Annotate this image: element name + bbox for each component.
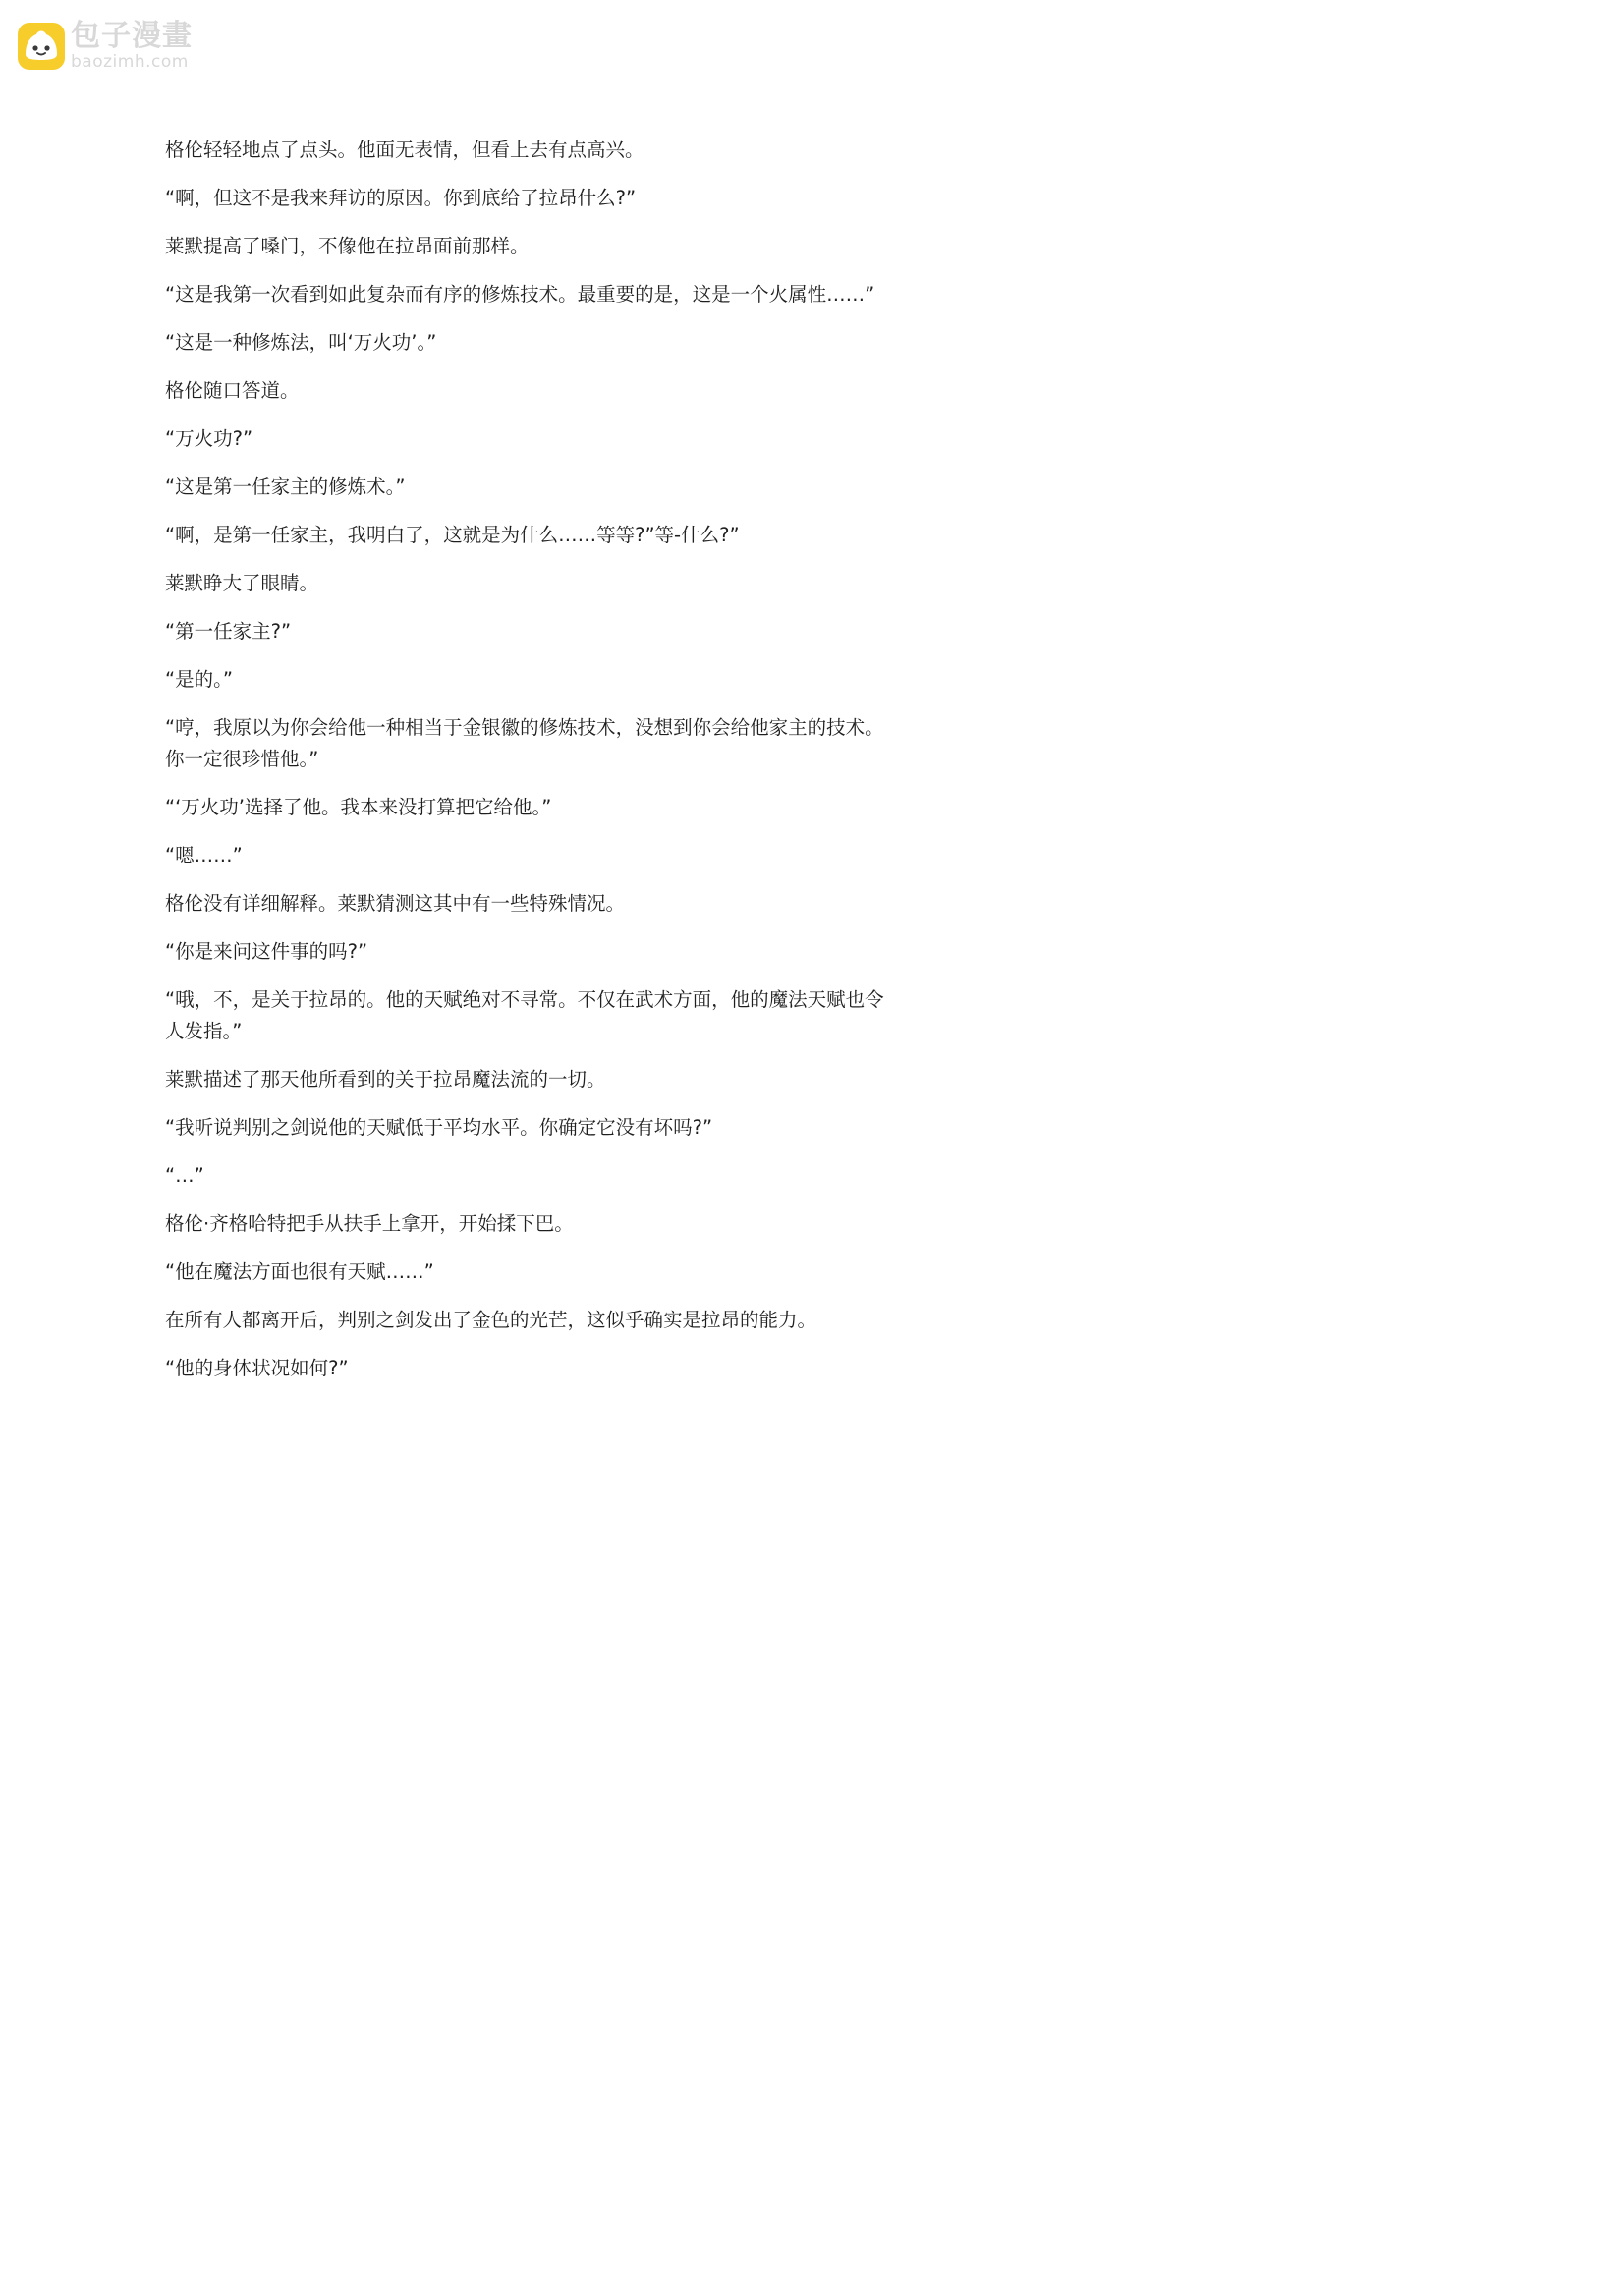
logo-name: 包子漫畫 <box>71 19 193 53</box>
paragraph: “…” <box>165 1164 204 1187</box>
paragraph: “啊，但这不是我来拜访的原因。你到底给了拉昂什么?” <box>165 187 637 209</box>
paragraph: “他的身体状况如何?” <box>165 1357 349 1379</box>
logo-url: baozimh.com <box>71 52 189 72</box>
paragraph: “嗯……” <box>165 844 243 867</box>
paragraph: “是的。” <box>165 668 233 691</box>
chapter-text <box>165 135 922 1401</box>
paragraph: “万火功?” <box>165 427 253 450</box>
paragraph: “‘万火功’选择了他。我本来没打算把它给他。” <box>165 796 552 818</box>
paragraph: “这是第一任家主的修炼术。” <box>165 476 406 498</box>
paragraph: 格伦轻轻地点了点头。他面无表情，但看上去有点高兴。 <box>165 139 644 161</box>
paragraph: “哦，不，是关于拉昂的。他的天赋绝对不寻常。不仅在武术方面，他的魔法天赋也令 人发指。” <box>165 988 884 1042</box>
paragraph: 莱默提高了嗓门，不像他在拉昂面前那样。 <box>165 235 530 257</box>
paragraph: 格伦随口答道。 <box>165 379 300 402</box>
paragraph: 格伦·齐格哈特把手从扶手上拿开，开始揉下巴。 <box>165 1212 574 1235</box>
site-logo[interactable] <box>18 19 193 72</box>
paragraph: “他在魔法方面也很有天赋……” <box>165 1260 434 1283</box>
paragraph: 莱默描述了那天他所看到的关于拉昂魔法流的一切。 <box>165 1068 606 1091</box>
paragraph: “这是我第一次看到如此复杂而有序的修炼技术。最重要的是，这是一个火属性……” <box>165 283 875 306</box>
paragraph: 在所有人都离开后，判别之剑发出了金色的光芒，这似乎确实是拉昂的能力。 <box>165 1309 817 1331</box>
paragraph: 莱默睁大了眼睛。 <box>165 572 319 594</box>
paragraph: “哼，我原以为你会给他一种相当于金银徽的修炼技术，没想到你会给他家主的技术。 你一定很珍惜他。” <box>165 716 884 770</box>
paragraph: “啊，是第一任家主，我明白了，这就是为什么……等等?”等-什么?” <box>165 524 740 546</box>
paragraph: “这是一种修炼法，叫‘万火功’。” <box>165 331 437 354</box>
paragraph: 格伦没有详细解释。莱默猜测这其中有一些特殊情况。 <box>165 892 626 915</box>
paragraph: “第一任家主?” <box>165 620 292 643</box>
bun-mascot-icon <box>18 23 65 70</box>
paragraph: “你是来问这件事的吗?” <box>165 940 368 963</box>
paragraph: “我听说判别之剑说他的天赋低于平均水平。你确定它没有坏吗?” <box>165 1116 713 1139</box>
